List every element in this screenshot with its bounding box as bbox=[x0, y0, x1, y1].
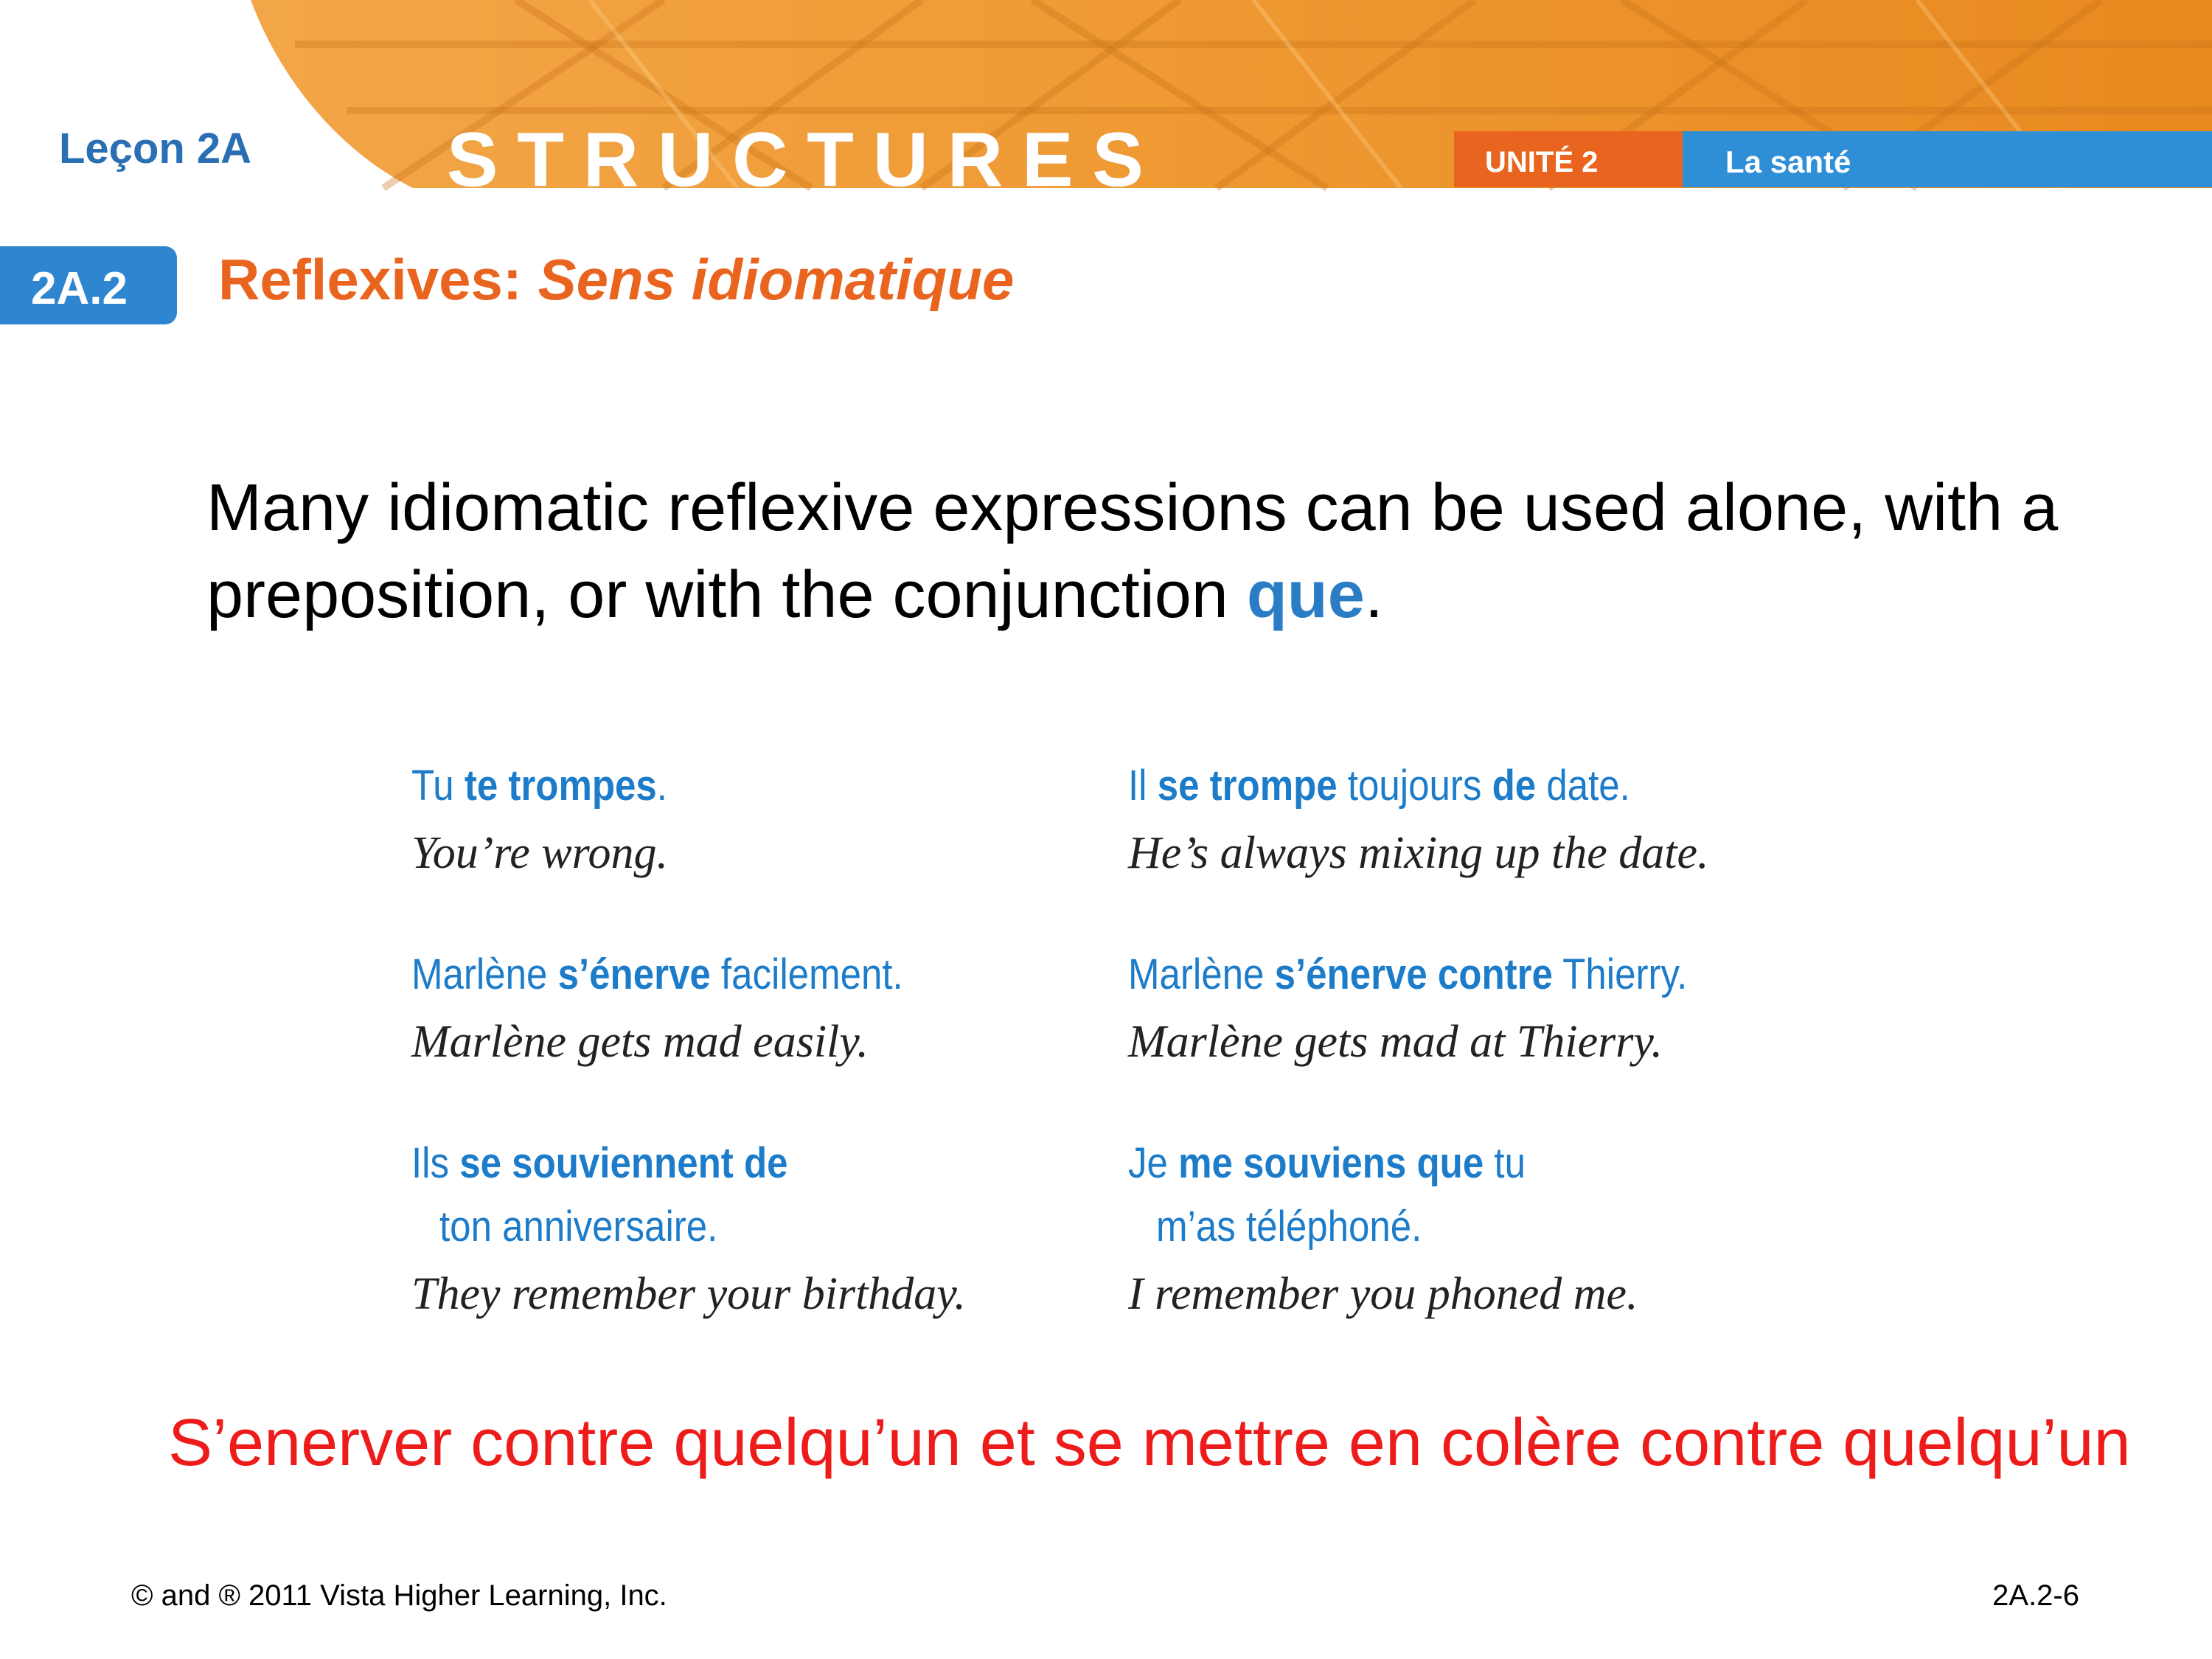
example-text: Thierry. bbox=[1552, 950, 1688, 998]
unit-label: UNITÉ 2 bbox=[1485, 146, 1599, 178]
reflexive-expression: de bbox=[1492, 762, 1537, 810]
section-title-plain: Reflexives: bbox=[218, 247, 538, 312]
example-left-2-en: Marlène gets mad easily. bbox=[411, 1017, 869, 1067]
example-text: Marlène bbox=[411, 950, 558, 998]
example-text: toujours bbox=[1337, 762, 1492, 810]
example-right-1-fr bbox=[1128, 761, 1630, 810]
example-text: Il bbox=[1128, 762, 1158, 810]
lesson-label: Leçon 2A bbox=[59, 125, 252, 173]
example-right-2-en: Marlène gets mad at Thierry. bbox=[1128, 1017, 1663, 1067]
example-text: Je bbox=[1128, 1139, 1179, 1187]
example-right-2-fr bbox=[1128, 950, 1687, 999]
example-text: . bbox=[656, 762, 667, 810]
reflexive-expression: s’énerve contre bbox=[1274, 950, 1553, 998]
example-text: Tu bbox=[411, 762, 465, 810]
section-title bbox=[218, 246, 1014, 313]
intro-highlight-que: que bbox=[1246, 558, 1365, 632]
example-left-2-fr bbox=[411, 950, 903, 999]
example-right-1-en: He’s always mixing up the date. bbox=[1128, 828, 1709, 878]
example-right-3-fr-cont: m’as téléphoné. bbox=[1156, 1203, 1422, 1251]
example-left-1-fr bbox=[411, 761, 667, 810]
section-number-badge bbox=[0, 246, 177, 324]
reflexive-expression: me souviens que bbox=[1178, 1139, 1484, 1187]
unit-title-label: La santé bbox=[1725, 145, 1851, 179]
teacher-note: S’enerver contre quelqu’un et se mettre en colère contre quelqu’un bbox=[168, 1406, 2131, 1480]
example-text: facilement. bbox=[710, 950, 903, 998]
example-left-1-en: You’re wrong. bbox=[411, 828, 668, 878]
example-right-3-fr bbox=[1128, 1138, 1526, 1188]
reflexive-expression: te trompes bbox=[464, 762, 657, 810]
section-title-italic: Sens idiomatique bbox=[538, 247, 1015, 312]
reflexive-expression: se trompe bbox=[1157, 762, 1338, 810]
example-text: date. bbox=[1536, 762, 1630, 810]
structures-heading: STRUCTURES bbox=[447, 117, 1163, 203]
unit-title-tab bbox=[1683, 131, 2212, 187]
example-left-3-fr bbox=[411, 1138, 788, 1188]
copyright-text: © and ® 2011 Vista Higher Learning, Inc. bbox=[131, 1579, 667, 1612]
intro-text: Many idiomatic reflexive expressions can be used alone, with a preposition, or with the conjunction bbox=[206, 471, 2059, 632]
example-left-3-fr-cont: ton anniversaire. bbox=[439, 1203, 718, 1251]
intro-text-end: . bbox=[1364, 558, 1383, 632]
example-text: Marlène bbox=[1128, 950, 1275, 998]
example-text: tu bbox=[1484, 1139, 1526, 1187]
intro-paragraph bbox=[206, 465, 2094, 639]
unit-tab bbox=[1454, 131, 1683, 187]
page-number: 2A.2-6 bbox=[1992, 1579, 2079, 1612]
example-right-3-en: I remember you phoned me. bbox=[1128, 1269, 1638, 1319]
example-text: Ils bbox=[411, 1139, 460, 1187]
section-number: 2A.2 bbox=[31, 263, 128, 314]
example-left-3-en: They remember your birthday. bbox=[411, 1269, 966, 1319]
reflexive-expression: s’énerve bbox=[557, 950, 711, 998]
reflexive-expression: se souviennent de bbox=[459, 1139, 788, 1187]
